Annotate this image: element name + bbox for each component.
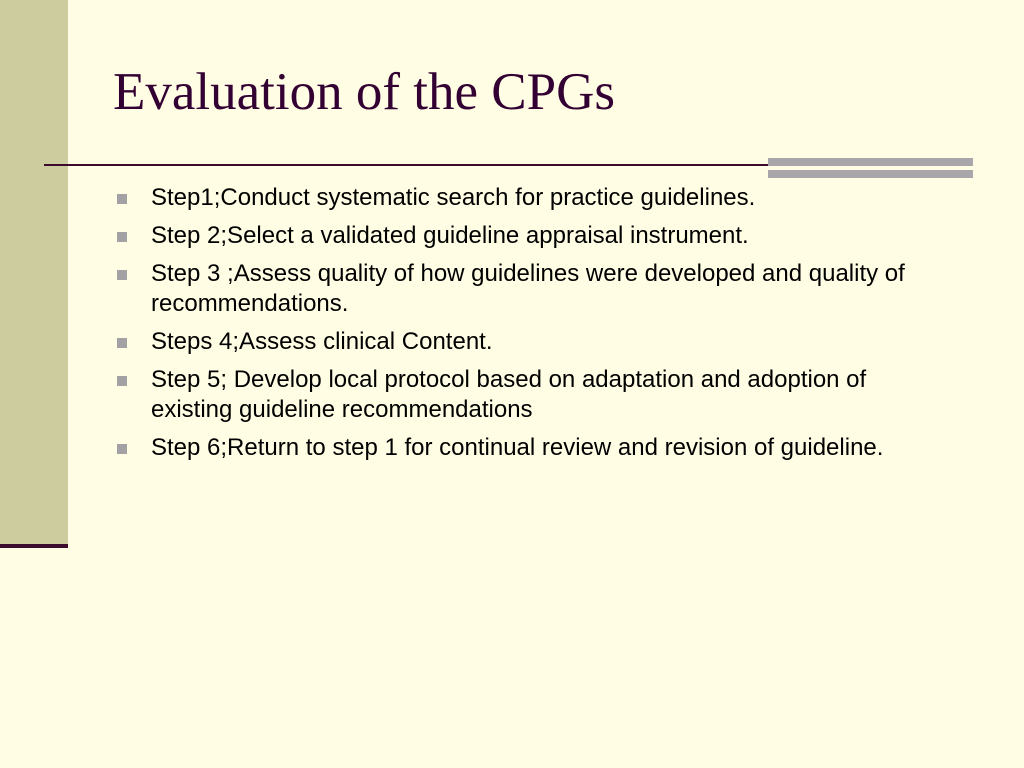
bullet-item [112, 365, 952, 425]
bullet-text: Steps 4;Assess clinical Content. [151, 328, 493, 355]
bullet-item [112, 221, 952, 251]
left-bar-accent-line [0, 544, 68, 548]
bullet-text: Step1;Conduct systematic search for practice guidelines. [151, 184, 756, 211]
bullet-text: Step 6;Return to step 1 for continual review and revision of guideline. [151, 434, 884, 461]
bullet-item [112, 327, 952, 357]
bullet-text: Step 3 ;Assess quality of how guidelines were developed and quality of recommendations. [151, 260, 905, 317]
decorative-gray-bars [768, 158, 973, 180]
square-bullet-icon [117, 270, 127, 280]
bullet-item [112, 259, 952, 319]
title-underline-rule [44, 164, 784, 166]
gray-bar-bottom [768, 170, 973, 178]
square-bullet-icon [117, 338, 127, 348]
bullet-text: Step 2;Select a validated guideline appraisal instrument. [151, 222, 749, 249]
square-bullet-icon [117, 444, 127, 454]
bullet-item [112, 433, 952, 463]
bullet-text: Step 5; Develop local protocol based on adaptation and adoption of existing guideline recommendations [151, 366, 867, 423]
square-bullet-icon [117, 232, 127, 242]
left-decorative-bar [0, 0, 68, 544]
square-bullet-icon [117, 376, 127, 386]
bullet-list [112, 183, 952, 471]
square-bullet-icon [117, 194, 127, 204]
gray-bar-top [768, 158, 973, 166]
slide-title: Evaluation of the CPGs [113, 63, 615, 121]
bullet-item [112, 183, 952, 213]
